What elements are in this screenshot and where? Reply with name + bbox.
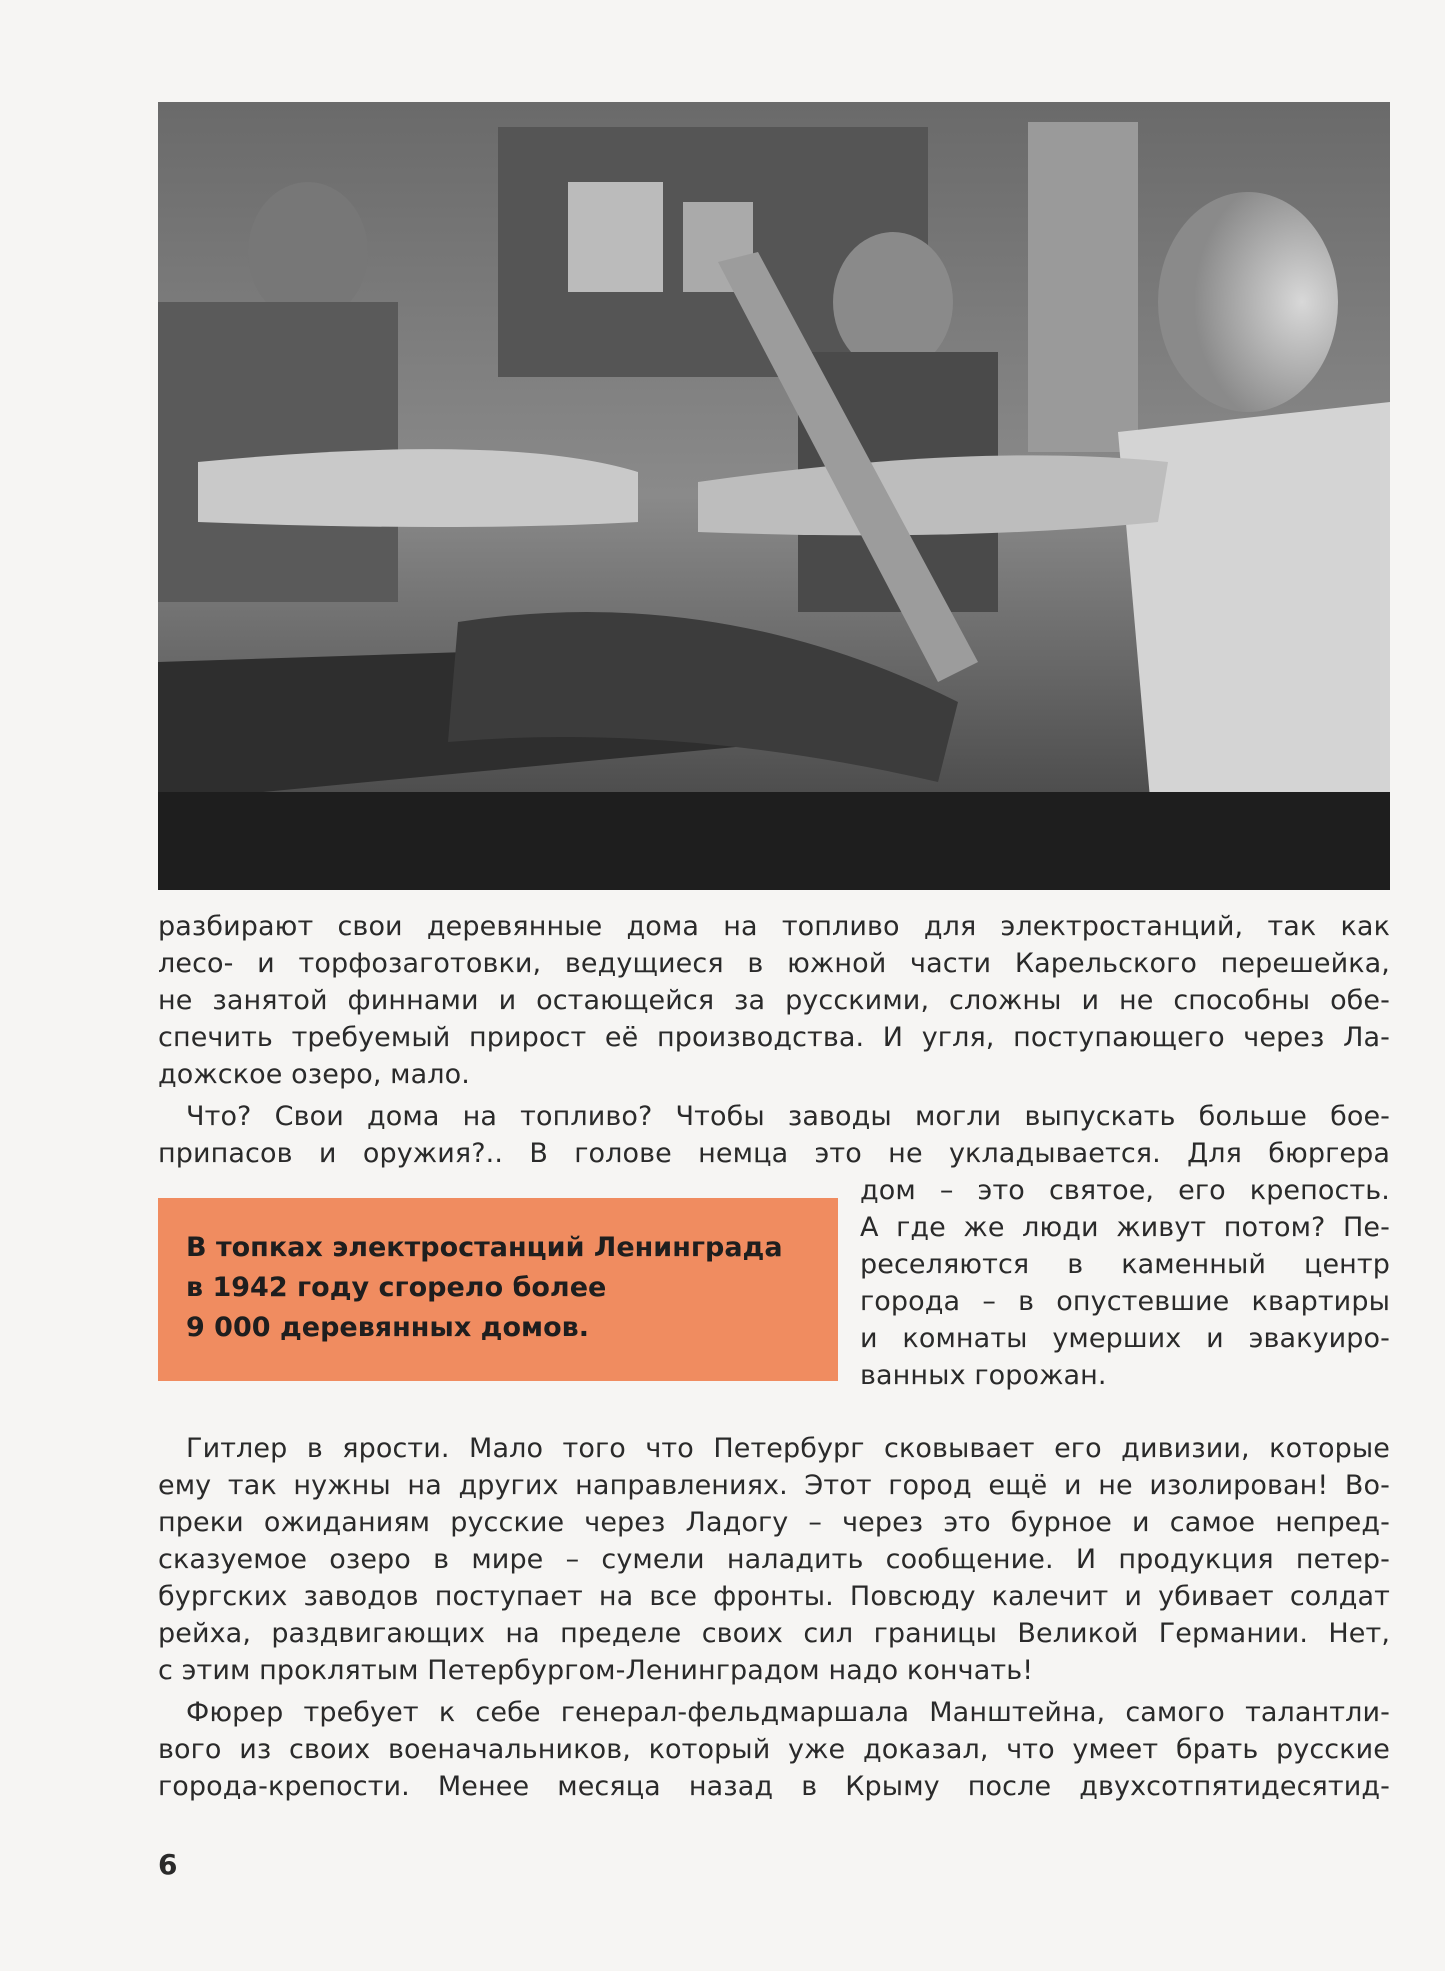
callout-line: В топках электростанций Ленинграда [186,1232,783,1263]
para2-line: припасов и оружия?.. В голове немца это не укладывается. Для бюргера [158,1138,1390,1169]
para4-line: Фюрер требует к себе генерал-фельдмаршала Манштейна, самого талантли- [186,1697,1390,1728]
para2-float-line: ванных горожан. [860,1360,1107,1391]
para2-float-line: города – в опустевшие квартиры [860,1286,1390,1317]
para4-line: вого из своих военачальников, который уже доказал, что умеет брать русские [158,1734,1390,1765]
para2-float-line: дом – это святое, его крепость. [860,1175,1390,1206]
page-number: 6 [158,1848,178,1881]
para1-line: дожское озеро, мало. [158,1059,470,1090]
photo-image [158,102,1390,890]
paragraph-2-float [860,1172,1390,1357]
para1-line: разбирают свои деревянные дома на топливо для электростанций, так как [158,911,1390,942]
para2-float-line: А где же люди живут потом? Пе- [860,1212,1390,1243]
paragraph-3-end [158,1652,1390,1689]
para3-line: бургских заводов поступает на все фронты. Повсюду калечит и убивает солдат [158,1581,1390,1612]
paragraph-4 [158,1694,1390,1805]
paragraph-1-end [158,1056,1390,1093]
callout-line: 9 000 деревянных домов. [186,1312,589,1343]
photo-workshop-teens [158,102,1390,890]
para3-line: сказуемое озеро в мире – сумели наладить сообщение. И продукция петер- [158,1544,1390,1575]
paragraph-2 [158,1098,1390,1135]
para3-line: с этим проклятым Петербургом-Ленинградом надо кончать! [158,1655,1034,1686]
para3-line: Гитлер в ярости. Мало того что Петербург сковывает его дивизии, которые [186,1433,1390,1464]
paragraph-3 [158,1430,1390,1652]
para3-line: преки ожиданиям русские через Ладогу – через это бурное и самое непред- [158,1507,1390,1538]
callout-line: в 1942 году сгорело более [186,1272,607,1303]
para2-float-line: реселяются в каменный центр [860,1249,1390,1280]
para2-line: Что? Свои дома на топливо? Чтобы заводы могли выпускать больше бое- [186,1101,1390,1132]
paragraph-2-float-end [860,1357,1390,1394]
para4-line: города-крепости. Менее месяца назад в Крыму после двухсотпятидесятид- [158,1771,1390,1802]
paragraph-2b [158,1135,1390,1172]
para1-line: не занятой финнами и остающейся за русскими, сложны и не способны обе- [158,985,1390,1016]
para1-line: спечить требуемый прирост её производства. И угля, поступающего через Ла- [158,1022,1390,1053]
para1-line: лесо- и торфозаготовки, ведущиеся в южной части Карельского перешейка, [158,948,1390,979]
para3-line: ему так нужны на других направлениях. Этот город ещё и не изолирован! Во- [158,1470,1390,1501]
para2-float-line: и комнаты умерших и эвакуиро- [860,1323,1390,1354]
fact-callout [158,1198,838,1381]
para3-line: рейха, раздвигающих на пределе своих сил границы Великой Германии. Нет, [158,1618,1390,1649]
paragraph-1 [158,908,1390,1056]
